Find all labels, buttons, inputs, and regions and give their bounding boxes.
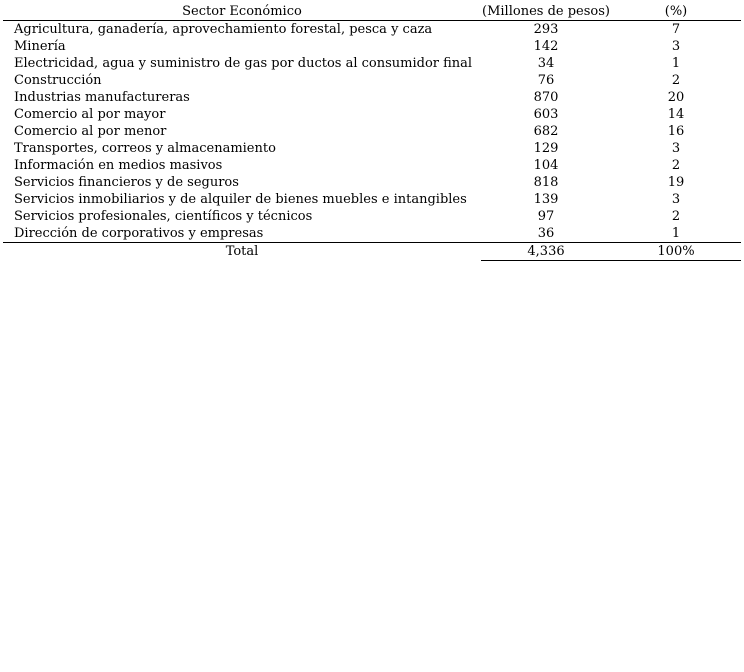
sector-cell: Dirección de corporativos y empresas <box>14 226 264 241</box>
amount-cell: 36 <box>537 226 555 241</box>
total-percent: 100% <box>611 243 741 261</box>
header-row <box>3 4 741 21</box>
table-row <box>3 55 741 72</box>
amount-cell: 870 <box>533 90 559 105</box>
amount-cell: 104 <box>533 158 559 173</box>
amount-cell: 97 <box>537 209 555 224</box>
sector-cell: Electricidad, agua y suministro de gas por ductos al consumidor final <box>14 56 473 71</box>
table-header <box>3 4 741 21</box>
sector-cell: Construcción <box>14 73 102 88</box>
header-sector: Sector Económico <box>3 4 481 21</box>
header-percent: (%) <box>611 4 741 21</box>
table-row <box>3 191 741 208</box>
percent-cell: 3 <box>671 39 681 54</box>
amount-cell: 603 <box>533 107 559 122</box>
table-row <box>3 225 741 243</box>
sector-cell: Servicios profesionales, científicos y técnicos <box>14 209 313 224</box>
table-row <box>3 89 741 106</box>
sector-cell: Servicios inmobiliarios y de alquiler de bienes muebles e intangibles <box>14 192 467 207</box>
amount-cell: 682 <box>533 124 559 139</box>
sector-cell: Transportes, correos y almacenamiento <box>14 141 276 156</box>
table-row <box>3 174 741 191</box>
percent-cell: 7 <box>671 22 681 37</box>
total-label: Total <box>3 243 481 261</box>
table-row <box>3 21 741 39</box>
percent-cell: 3 <box>671 141 681 156</box>
sector-cell: Agricultura, ganadería, aprovechamiento forestal, pesca y caza <box>14 22 433 37</box>
sector-cell: Información en medios masivos <box>14 158 223 173</box>
table-row <box>3 140 741 157</box>
header-amount: (Millones de pesos) <box>482 4 610 19</box>
sector-cell: Comercio al por menor <box>14 124 167 139</box>
percent-cell: 2 <box>671 209 681 224</box>
amount-cell: 76 <box>537 73 555 88</box>
percent-cell: 19 <box>667 175 685 190</box>
table-row <box>3 72 741 89</box>
sector-table-container <box>3 4 741 261</box>
sector-cell: Comercio al por mayor <box>14 107 166 122</box>
total-row <box>3 243 741 261</box>
table-row <box>3 106 741 123</box>
percent-cell: 3 <box>671 192 681 207</box>
table-row <box>3 38 741 55</box>
table-row <box>3 208 741 225</box>
percent-cell: 20 <box>667 90 685 105</box>
amount-cell: 293 <box>533 22 559 37</box>
percent-cell: 16 <box>667 124 685 139</box>
percent-cell: 1 <box>671 226 681 241</box>
sector-cell: Servicios financieros y de seguros <box>14 175 239 190</box>
sector-table <box>3 4 741 261</box>
table-row <box>3 157 741 174</box>
total-amount: 4,336 <box>481 243 611 261</box>
amount-cell: 818 <box>533 175 559 190</box>
amount-cell: 34 <box>537 56 555 71</box>
percent-cell: 1 <box>671 56 681 71</box>
table-row <box>3 123 741 140</box>
table-body <box>3 21 741 261</box>
percent-cell: 14 <box>667 107 685 122</box>
sector-cell: Industrias manufactureras <box>14 90 190 105</box>
amount-cell: 139 <box>533 192 559 207</box>
percent-cell: 2 <box>671 73 681 88</box>
amount-cell: 129 <box>533 141 559 156</box>
amount-cell: 142 <box>533 39 559 54</box>
sector-cell: Minería <box>14 39 66 54</box>
percent-cell: 2 <box>671 158 681 173</box>
